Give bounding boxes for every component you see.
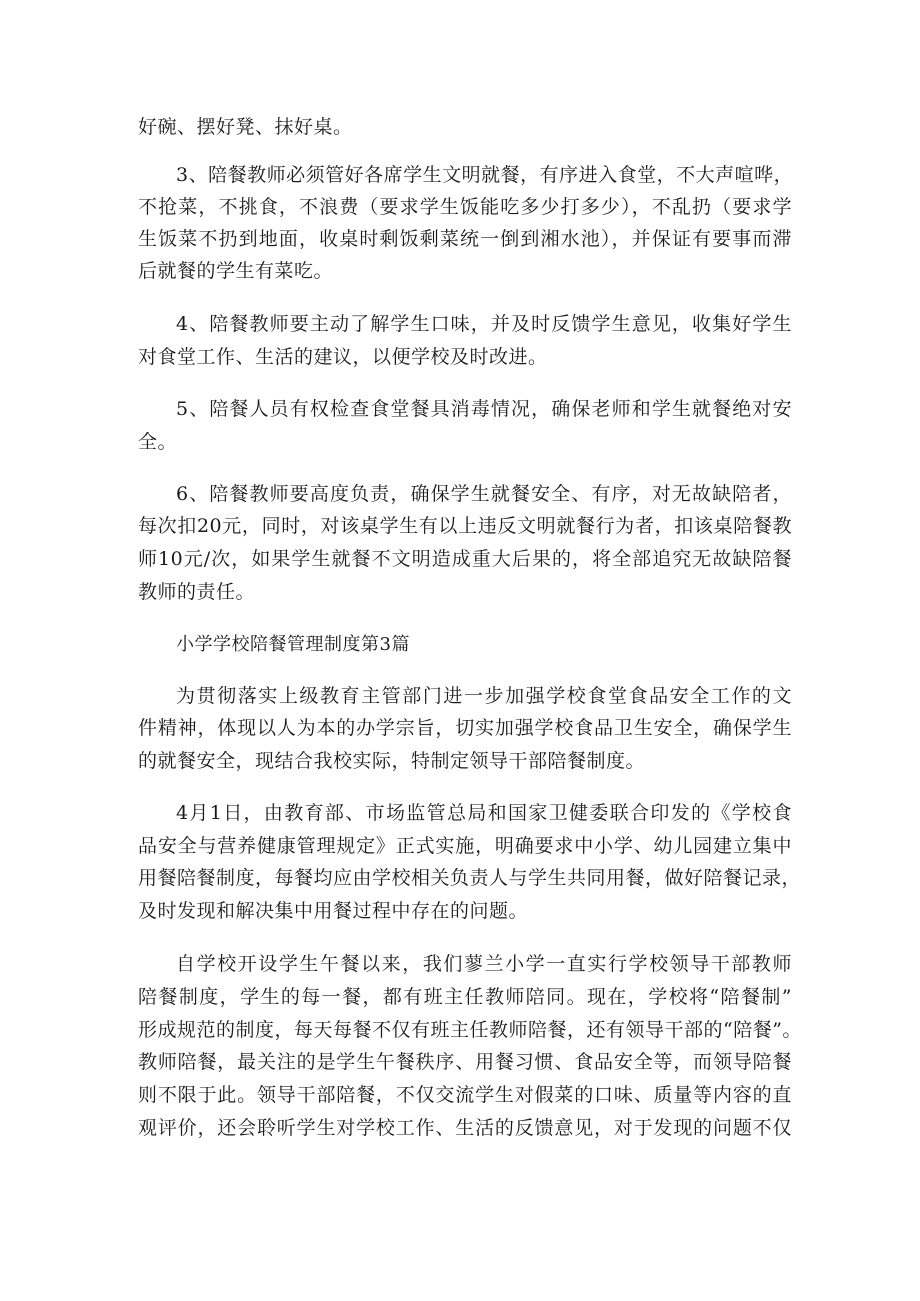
paragraph-line: 全。 <box>138 431 178 453</box>
paragraph-line: 品安全与营养健康管理规定》正式实施，明确要求中小学、幼儿园建立集中 <box>138 835 792 857</box>
paragraph-line: 及时发现和解决集中用餐过程中存在的问题。 <box>138 900 529 922</box>
paragraph-line: 每次扣20元，同时，对该桌学生有以上违反文明就餐行为者，扣该桌陪餐教 <box>138 515 792 537</box>
paragraph-line: 3、陪餐教师必须管好各席学生文明就餐，有序进入食堂，不大声喧哗， <box>176 164 794 186</box>
paragraph-line: 的就餐安全，现结合我校实际，特制定领导干部陪餐制度。 <box>138 750 646 772</box>
paragraph-line: 形成规范的制度，每天每餐不仅有班主任教师陪餐，还有领导干部的“陪餐”。 <box>138 1019 802 1041</box>
paragraph-line: 教师的责任。 <box>138 581 256 603</box>
paragraph-line: 观评价，还会聆听学生对学校工作、生活的反馈意见，对于发现的问题不仅 <box>138 1117 792 1139</box>
paragraph-line: 好碗、摆好凳、抹好桌。 <box>138 116 353 138</box>
paragraph-line: 对食堂工作、生活的建议，以便学校及时改进。 <box>138 346 548 368</box>
paragraph-line: 用餐陪餐制度，每餐均应由学校相关负责人与学生共同用餐，做好陪餐记录， <box>138 867 802 889</box>
paragraph-line: 陪餐制度，学生的每一餐，都有班主任教师陪同。现在，学校将“陪餐制” <box>138 986 792 1008</box>
section-heading: 小学学校陪餐管理制度第3篇 <box>176 634 410 655</box>
paragraph-line: 不抢菜，不挑食，不浪费（要求学生饭能吃多少打多少），不乱扔（要求学 <box>138 196 792 218</box>
paragraph-line: 5、陪餐人员有权检查食堂餐具消毒情况，确保老师和学生就餐绝对安 <box>176 398 792 420</box>
paragraph-line: 后就餐的学生有菜吃。 <box>138 260 334 282</box>
paragraph-line: 生饭菜不扔到地面，收桌时剩饭剩菜统一倒到湘水池），并保证有要事而滞 <box>138 228 792 250</box>
paragraph-line: 6、陪餐教师要高度负责，确保学生就餐安全、有序，对无故缺陪者， <box>176 483 792 505</box>
paragraph-line: 为贯彻落实上级教育主管部门进一步加强学校食堂食品安全工作的文 <box>176 685 792 707</box>
paragraph-line: 则不限于此。领导干部陪餐，不仅交流学生对假菜的口味、质量等内容的直 <box>138 1084 792 1106</box>
paragraph-line: 师10元/次，如果学生就餐不文明造成重大后果的，将全部追究无故缺陪餐 <box>138 548 792 570</box>
paragraph-line: 4月1日，由教育部、市场监管总局和国家卫健委联合印发的《学校食 <box>176 802 792 824</box>
paragraph-line: 4、陪餐教师要主动了解学生口味，并及时反馈学生意见，收集好学生 <box>176 313 792 335</box>
paragraph-line: 自学校开设学生午餐以来，我们蓼兰小学一直实行学校领导干部教师 <box>176 953 792 975</box>
paragraph-line: 教师陪餐，最关注的是学生午餐秩序、用餐习惯、食品安全等，而领导陪餐 <box>138 1051 792 1073</box>
paragraph-line: 件精神，体现以人为本的办学宗旨，切实加强学校食品卫生安全，确保学生 <box>138 717 792 739</box>
